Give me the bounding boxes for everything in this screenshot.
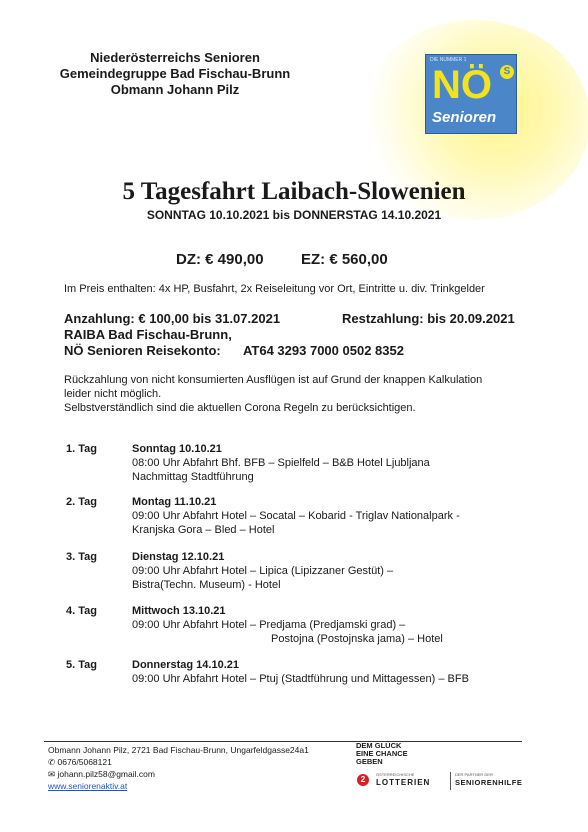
day-detail: Nachmittag Stadtführung (132, 471, 254, 483)
noe-senioren-logo (425, 54, 517, 134)
logo-superscript: S (500, 65, 514, 79)
trip-dates: SONNTAG 10.10.2021 bis DONNERSTAG 14.10.2021 (146, 208, 442, 222)
iban: AT64 3293 7000 0502 8352 (243, 343, 404, 358)
day-label-1: 1. Tag (66, 443, 97, 455)
day-detail: Kranjska Gora – Bled – Hotel (132, 524, 275, 536)
bank-name: RAIBA Bad Fischau-Brunn, (64, 327, 232, 342)
day-date-3: Dienstag 12.10.21 (132, 551, 225, 563)
day-detail: Bistra(Techn. Museum) - Hotel (132, 579, 281, 591)
day-label-3: 3. Tag (66, 551, 97, 563)
footer-divider (44, 741, 522, 742)
note-line: Selbstverständlich sind die aktuellen Corona Regeln zu berücksichtigen. (64, 402, 416, 414)
price-single-room: EZ: € 560,00 (301, 251, 388, 268)
seniorenhilfe-wordmark: SENIORENHILFE (455, 778, 523, 787)
lotterien-small-text: ÖSTERREICHISCHE (376, 772, 415, 777)
phone-number: 0676/5068121 (57, 757, 112, 767)
day-label-2: 2. Tag (66, 496, 97, 508)
day-date-5: Donnerstag 14.10.21 (132, 659, 239, 671)
day-date-2: Montag 11.10.21 (132, 496, 217, 508)
org-line-2: Gemeindegruppe Bad Fischau-Brunn (59, 66, 291, 81)
org-line-1: Niederösterreichs Senioren (90, 50, 260, 65)
partner-small-text: DER PARTNER DER (455, 772, 493, 777)
day-detail: 09:00 Uhr Abfahrt Hotel – Lipica (Lipizzaner Gestüt) – (132, 565, 394, 577)
day-date-4: Mittwoch 13.10.21 (132, 605, 226, 617)
day-detail: 08:00 Uhr Abfahrt Bhf. BFB – Spielfeld – B&B Hotel Ljubljana (132, 457, 430, 469)
account-label: NÖ Senioren Reisekonto: (64, 343, 221, 358)
slogan-line: EINE CHANCE (356, 749, 408, 758)
footer-email (48, 769, 155, 780)
day-label-4: 4. Tag (66, 605, 97, 617)
lotterien-wordmark: LOTTERIEN (376, 778, 431, 787)
lotterien-logo-icon: 2 (357, 774, 369, 786)
email-address: johann.pilz58@gmail.com (57, 769, 155, 779)
logo-top-text: DIE NUMMER 1 (430, 57, 467, 63)
envelope-icon: ✉ (48, 769, 58, 779)
phone-icon: ✆ (48, 757, 58, 767)
footer-phone (48, 757, 112, 768)
slogan (356, 742, 408, 766)
logo-main-text: NÖ (432, 63, 492, 107)
day-date-1: Sonntag 10.10.21 (132, 443, 222, 455)
page-title: 5 Tagesfahrt Laibach-Slowenien (122, 178, 466, 205)
note-line: Rückzahlung von nicht konsumierten Ausflügen ist auf Grund der knappen Kalkulation (64, 374, 483, 386)
day-label-5: 5. Tag (66, 659, 97, 671)
org-line-3: Obmann Johann Pilz (110, 82, 240, 97)
deposit-info: Anzahlung: € 100,00 bis 31.07.2021 (64, 311, 281, 326)
price-double-room: DZ: € 490,00 (176, 251, 264, 268)
website-link[interactable]: www.seniorenaktiv.at (48, 781, 128, 791)
logo-sub-text: Senioren (432, 109, 497, 126)
logo-divider (450, 772, 451, 790)
organization-header (40, 50, 310, 98)
day-detail: 09:00 Uhr Abfahrt Hotel – Socatal – Kobarid - Triglav Nationalpark - (132, 510, 460, 522)
day-detail: 09:00 Uhr Abfahrt Hotel – Ptuj (Stadtführung und Mittagessen) – BFB (132, 673, 469, 685)
balance-info: Restzahlung: bis 20.09.2021 (342, 311, 515, 326)
day-detail: 09:00 Uhr Abfahrt Hotel – Predjama (Predjamski grad) – (132, 619, 406, 631)
day-detail: Postojna (Postojnska jama) – Hotel (271, 633, 443, 645)
included-services: Im Preis enthalten: 4x HP, Busfahrt, 2x Reiseleitung vor Ort, Eintritte u. div. Trinkgelder (64, 283, 485, 295)
slogan-line: DEM GLÜCK (356, 741, 402, 750)
slogan-line: GEBEN (356, 757, 383, 766)
note-line: leider nicht möglich. (64, 388, 162, 400)
footer-address: Obmann Johann Pilz, 2721 Bad Fischau-Brunn, Ungarfeldgasse24a1 (48, 745, 309, 755)
